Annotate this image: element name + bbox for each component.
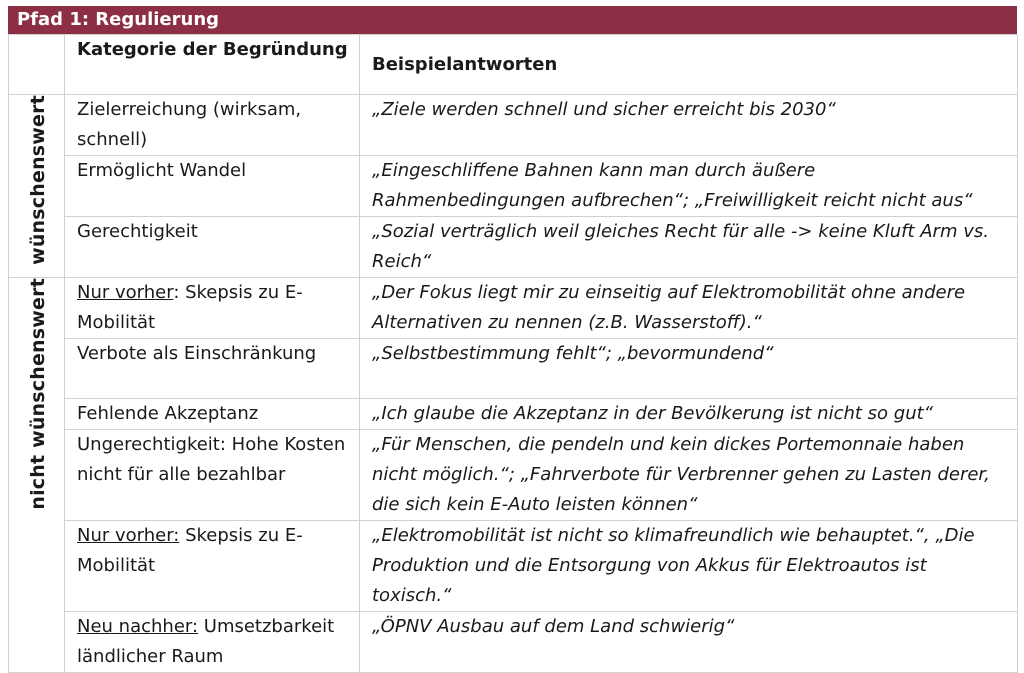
category-cell: Ungerechtigkeit: Hohe Kosten nicht für alle bezahlbar [65, 430, 360, 521]
table-row [9, 339, 1018, 399]
table-row [9, 430, 1018, 521]
empty-corner-cell [9, 35, 65, 95]
example-cell: „ÖPNV Ausbau auf dem Land schwierig“ [360, 612, 1018, 673]
example-cell: „Elektromobilität ist nicht so klimafreundlich wie behauptet.“, „Die Produktion und die Entsorgung von Akkus für Elektroautos ist toxisch.“ [360, 521, 1018, 612]
reasons-table [8, 34, 1018, 673]
table-title: Pfad 1: Regulierung [8, 6, 1017, 34]
category-cell: Nur vorher: Skepsis zu E-Mobilität [65, 521, 360, 612]
table-row [9, 95, 1018, 156]
table-row [9, 399, 1018, 430]
example-cell: „Für Menschen, die pendeln und kein dickes Portemonnaie haben nicht möglich.“; „Fahrverbote für Verbrenner gehen zu Lasten derer, die sich kein E-Auto leisten können“ [360, 430, 1018, 521]
category-prefix: Neu nachher: [77, 616, 199, 637]
category-prefix: Nur vorher [77, 282, 174, 303]
table-row [9, 217, 1018, 278]
category-cell: Gerechtigkeit [65, 217, 360, 278]
category-cell: Zielerreichung (wirksam, schnell) [65, 95, 360, 156]
examples-column-header: Beispielantworten [360, 35, 1018, 95]
example-cell: „Ziele werden schnell und sicher erreicht bis 2030“ [360, 95, 1018, 156]
table-row [9, 521, 1018, 612]
group-label-cell-undesirable [9, 278, 65, 673]
group-label-cell-desirable [9, 95, 65, 278]
example-cell: „Selbstbestimmung fehlt“; „bevormundend“ [360, 339, 1018, 399]
category-cell: Nur vorher: Skepsis zu E-Mobilität [65, 278, 360, 339]
category-cell: Neu nachher: Umsetzbarkeit ländlicher Raum [65, 612, 360, 673]
table-row [9, 612, 1018, 673]
category-prefix: Nur vorher: [77, 525, 180, 546]
table-row [9, 278, 1018, 339]
category-cell: Fehlende Akzeptanz [65, 399, 360, 430]
group-label-desirable: wünschenswert [26, 95, 49, 265]
example-cell: „Sozial verträglich weil gleiches Recht für alle -> keine Kluft Arm vs. Reich“ [360, 217, 1018, 278]
example-cell: „Eingeschliffene Bahnen kann man durch äußere Rahmenbedingungen aufbrechen“; „Freiwilligkeit reicht nicht aus“ [360, 156, 1018, 217]
example-cell: „Ich glaube die Akzeptanz in der Bevölkerung ist nicht so gut“ [360, 399, 1018, 430]
header-row [9, 35, 1018, 95]
group-label-undesirable: nicht wünschenswert [26, 278, 49, 510]
category-cell: Ermöglicht Wandel [65, 156, 360, 217]
category-column-header: Kategorie der Begründung [65, 35, 360, 95]
table-row [9, 156, 1018, 217]
category-cell: Verbote als Einschränkung [65, 339, 360, 399]
example-cell: „Der Fokus liegt mir zu einseitig auf Elektromobilität ohne andere Alternativen zu nennen (z.B. Wasserstoff).“ [360, 278, 1018, 339]
